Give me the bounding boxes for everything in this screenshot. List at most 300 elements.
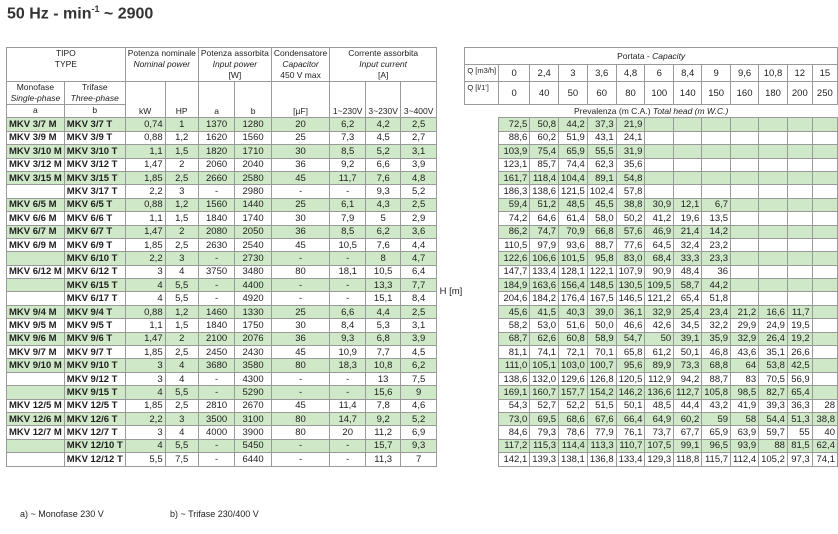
power-a-value: 2060 [198, 158, 235, 171]
head-value [787, 252, 812, 265]
hp-value: 2 [165, 332, 198, 345]
head-value: 89,1 [587, 171, 616, 184]
table-row [7, 171, 838, 184]
head-value: 133,4 [530, 265, 559, 278]
head-value: 54,4 [759, 412, 788, 425]
power-b-value: 6440 [235, 453, 272, 466]
head-value: 74,1 [530, 346, 559, 359]
head-value: 154,2 [587, 386, 616, 399]
head-value [787, 145, 812, 158]
power-b-value: 1710 [235, 145, 272, 158]
head-value: 72,5 [499, 118, 530, 131]
head-value: 110,7 [616, 439, 645, 452]
three-phase-model: MKV 12/6 T [64, 412, 125, 425]
head-value: 45,6 [499, 305, 530, 318]
head-value: 61,2 [645, 346, 674, 359]
current-1-value: - [330, 453, 366, 466]
head-value: 88 [759, 439, 788, 452]
kw-value: 3 [125, 372, 165, 385]
head-value: 138,6 [499, 372, 530, 385]
head-value [812, 131, 837, 144]
table-row [7, 453, 838, 466]
head-value [731, 198, 759, 211]
head-value [759, 225, 788, 238]
head-value: 32,2 [702, 319, 731, 332]
hp-value: 4 [165, 426, 198, 439]
head-value [674, 131, 702, 144]
head-value: 64,9 [645, 412, 674, 425]
table-row [7, 426, 838, 439]
power-a-value: 1460 [198, 305, 235, 318]
head-value: 184,2 [530, 292, 559, 305]
head-value: 75,4 [530, 145, 559, 158]
head-value: 39,3 [759, 399, 788, 412]
head-value: 68,7 [499, 332, 530, 345]
head-value [812, 171, 837, 184]
q-ls-value: 180 [759, 82, 788, 105]
q-ls-value: 150 [702, 82, 731, 105]
single-phase-model: MKV 3/7 M [7, 118, 65, 131]
current-3-value: 2,7 [401, 131, 437, 144]
head-value: 95,8 [587, 252, 616, 265]
head-value: 38,8 [616, 198, 645, 211]
head-value: 72,1 [559, 346, 588, 359]
head-value: 77,9 [587, 426, 616, 439]
power-a-value: 2080 [198, 225, 235, 238]
head-value [759, 131, 788, 144]
current-1-value: - [330, 185, 366, 198]
head-value: 53,8 [759, 359, 788, 372]
head-value: 43,2 [702, 399, 731, 412]
current-3-value: 2,5 [401, 118, 437, 131]
i2-header: 3~230V [366, 82, 401, 118]
hp-value: 3 [165, 412, 198, 425]
head-value: 118,4 [530, 171, 559, 184]
head-value: 39,1 [674, 332, 702, 345]
head-value: 117,2 [499, 439, 530, 452]
head-value: 70,1 [587, 346, 616, 359]
q-m3h-value: 2,4 [530, 65, 559, 82]
head-value: 115,7 [702, 453, 731, 466]
q-ls-value: 40 [530, 82, 559, 105]
power-b-value: 2050 [235, 225, 272, 238]
head-value: 12,1 [674, 198, 702, 211]
pump-performance-table [6, 47, 838, 467]
hp-value: 3 [165, 252, 198, 265]
head-value: 101,5 [559, 252, 588, 265]
head-value: 59 [702, 412, 731, 425]
head-value: 83 [731, 372, 759, 385]
current-1-value: 9,2 [330, 158, 366, 171]
hp-value: 1,2 [165, 131, 198, 144]
head-value: 122,1 [587, 265, 616, 278]
head-value [731, 158, 759, 171]
capacitor-value: 30 [271, 212, 329, 225]
col-b-header: b [64, 105, 125, 118]
single-phase-model: MKV 12/7 M [7, 426, 65, 439]
current-2-value: 5 [366, 212, 401, 225]
power-b-value: 3100 [235, 412, 272, 425]
head-value: 26,6 [787, 346, 812, 359]
table-row [7, 265, 838, 278]
head-value [812, 212, 837, 225]
head-value [812, 279, 837, 292]
head-value: 31,9 [616, 145, 645, 158]
head-value: 35,6 [616, 158, 645, 171]
head-value: 36,3 [787, 399, 812, 412]
head-value: 53,0 [530, 319, 559, 332]
head-value [731, 292, 759, 305]
head-value: 52,2 [559, 399, 588, 412]
head-value [759, 238, 788, 251]
power-b-value: 4300 [235, 372, 272, 385]
single-phase-model: MKV 9/7 M [7, 346, 65, 359]
head-value: 35,9 [702, 332, 731, 345]
pa-header: a [198, 82, 235, 118]
power-b-value: 3900 [235, 426, 272, 439]
nominal-power-header: Potenza nominale Nominal power [125, 48, 198, 82]
head-value [812, 265, 837, 278]
head-value: 39,0 [587, 305, 616, 318]
head-value [759, 185, 788, 198]
power-a-value: 3750 [198, 265, 235, 278]
head-value: 88,7 [702, 372, 731, 385]
q-ls-label: Q [l/1'] [465, 82, 499, 105]
power-b-value: 2980 [235, 185, 272, 198]
head-value [674, 185, 702, 198]
single-phase-model: MKV 6/7 M [7, 225, 65, 238]
q-m3h-value: 6 [645, 65, 674, 82]
head-value [812, 319, 837, 332]
single-phase-model: MKV 3/12 M [7, 158, 65, 171]
current-2-value: 9,2 [366, 412, 401, 425]
head-value: 51,3 [787, 412, 812, 425]
head-value [674, 118, 702, 131]
power-b-value: 2540 [235, 238, 272, 251]
head-value [787, 265, 812, 278]
head-value: 93,6 [559, 238, 588, 251]
q-ls-value: 140 [674, 82, 702, 105]
current-2-value: 10,5 [366, 265, 401, 278]
head-value: 21,4 [674, 225, 702, 238]
head-value: 122,6 [499, 252, 530, 265]
head-value: 32,9 [731, 332, 759, 345]
head-value: 33,3 [674, 252, 702, 265]
head-value: 73,0 [499, 412, 530, 425]
q-m3h-value: 9,6 [731, 65, 759, 82]
head-value: 46,9 [645, 225, 674, 238]
head-value: 161,7 [499, 171, 530, 184]
capacitor-value: 80 [271, 426, 329, 439]
head-value: 65,4 [787, 386, 812, 399]
head-value: 13,5 [702, 212, 731, 225]
current-1-value: 6,2 [330, 118, 366, 131]
table-row [7, 118, 838, 131]
capacitor-value: - [271, 372, 329, 385]
power-b-value: 2580 [235, 171, 272, 184]
head-value [645, 145, 674, 158]
three-phase-model: MKV 3/10 T [64, 145, 125, 158]
head-value: 130,5 [616, 279, 645, 292]
current-1-value: - [330, 386, 366, 399]
head-value [787, 212, 812, 225]
head-value: 58 [731, 412, 759, 425]
head-value: 46,6 [616, 319, 645, 332]
head-value: 57,6 [616, 225, 645, 238]
kw-value: 4 [125, 279, 165, 292]
table-row [7, 185, 838, 198]
head-value: 45,5 [587, 198, 616, 211]
head-value: 111,0 [499, 359, 530, 372]
three-phase-model: MKV 6/9 T [64, 238, 125, 251]
current-2-value: 15,7 [366, 439, 401, 452]
hp-value: 4 [165, 265, 198, 278]
single-phase-model: MKV 9/5 M [7, 319, 65, 332]
head-value: 112,9 [645, 372, 674, 385]
three-phase-model: MKV 9/5 T [64, 319, 125, 332]
current-3-value: 8,4 [401, 292, 437, 305]
head-value: 83,0 [616, 252, 645, 265]
head-value: 65,4 [674, 292, 702, 305]
power-a-value: - [198, 453, 235, 466]
head-value: 74,4 [559, 158, 588, 171]
head-value: 48,4 [674, 265, 702, 278]
head-value: 69,5 [530, 412, 559, 425]
kw-value: 3 [125, 359, 165, 372]
hp-value: 1,2 [165, 198, 198, 211]
table-row [7, 252, 838, 265]
head-value: 37,3 [587, 118, 616, 131]
kw-value: 4 [125, 439, 165, 452]
head-value [759, 212, 788, 225]
head-value [812, 252, 837, 265]
head-value: 142,1 [499, 453, 530, 466]
power-a-value: 1620 [198, 131, 235, 144]
power-a-value: 2100 [198, 332, 235, 345]
head-value: 81,1 [499, 346, 530, 359]
head-value: 70,9 [559, 225, 588, 238]
power-b-value: 2730 [235, 252, 272, 265]
head-value: 103,0 [559, 359, 588, 372]
spacer [465, 118, 499, 466]
hp-value: 5,5 [165, 279, 198, 292]
col-a-header: a [7, 105, 65, 118]
head-value: 41,2 [645, 212, 674, 225]
input-current-header: Corrente assorbita Input current [A] [330, 48, 437, 82]
kw-value: 1,85 [125, 346, 165, 359]
q-ls-value: 0 [499, 82, 530, 105]
single-phase-model: MKV 6/5 M [7, 198, 65, 211]
three-phase-model: MKV 9/4 T [64, 305, 125, 318]
head-value [674, 171, 702, 184]
table-row [7, 346, 838, 359]
three-phase-model: MKV 3/15 T [64, 171, 125, 184]
single-phase-model [7, 252, 65, 265]
table-row [7, 412, 838, 425]
kw-value: 1,47 [125, 158, 165, 171]
hp-header: HP [165, 82, 198, 118]
three-phase-header: Trifase Three-phase [64, 82, 125, 105]
hp-value: 1,5 [165, 145, 198, 158]
head-value: 19,2 [787, 332, 812, 345]
kw-value: 0,74 [125, 118, 165, 131]
power-b-value: 3480 [235, 265, 272, 278]
three-phase-model: MKV 3/12 T [64, 158, 125, 171]
head-value: 204,6 [499, 292, 530, 305]
head-value: 50,8 [530, 118, 559, 131]
current-2-value: 9,3 [366, 185, 401, 198]
head-value: 88,6 [499, 131, 530, 144]
head-value: 57,8 [616, 185, 645, 198]
current-3-value: 2,5 [401, 198, 437, 211]
head-value: 34,5 [674, 319, 702, 332]
single-phase-model: MKV 12/5 M [7, 399, 65, 412]
head-value: 136,6 [645, 386, 674, 399]
type-header: TIPO TYPE [7, 48, 126, 82]
kw-value: 2,2 [125, 185, 165, 198]
head-value: 97,9 [530, 238, 559, 251]
capacitor-value: 45 [271, 346, 329, 359]
head-value [812, 158, 837, 171]
power-a-value: - [198, 386, 235, 399]
three-phase-model: MKV 3/17 T [64, 185, 125, 198]
head-value: 136,8 [587, 453, 616, 466]
power-a-value: 1840 [198, 319, 235, 332]
head-value: 50 [645, 332, 674, 345]
head-value [812, 292, 837, 305]
capacitor-value: 45 [271, 399, 329, 412]
head-value: 48,5 [559, 198, 588, 211]
head-value [645, 131, 674, 144]
head-value: 54,7 [616, 332, 645, 345]
capacitor-value: - [271, 252, 329, 265]
head-value: 90,9 [645, 265, 674, 278]
head-value: 59,7 [759, 426, 788, 439]
q-ls-value: 160 [731, 82, 759, 105]
table-row [7, 359, 838, 372]
head-value: 25,4 [674, 305, 702, 318]
single-phase-model [7, 453, 65, 466]
power-b-value: 3580 [235, 359, 272, 372]
power-a-value: 2450 [198, 346, 235, 359]
head-value: 23,2 [702, 238, 731, 251]
current-3-value: 4,6 [401, 399, 437, 412]
capacitor-value: 30 [271, 145, 329, 158]
head-value: 44,4 [674, 399, 702, 412]
power-b-value: 1560 [235, 131, 272, 144]
current-2-value: 4,3 [366, 198, 401, 211]
head-value: 41,5 [530, 305, 559, 318]
head-value: 129,3 [645, 453, 674, 466]
single-phase-model [7, 372, 65, 385]
hp-value: 1 [165, 118, 198, 131]
head-value: 139,3 [530, 453, 559, 466]
head-value: 23,4 [702, 305, 731, 318]
current-1-value: 9,3 [330, 332, 366, 345]
head-value [731, 131, 759, 144]
head-value [674, 145, 702, 158]
kw-value: 1,47 [125, 225, 165, 238]
current-3-value: 4,5 [401, 346, 437, 359]
current-3-value: 2,9 [401, 212, 437, 225]
three-phase-model: MKV 9/15 T [64, 386, 125, 399]
current-3-value: 3,1 [401, 319, 437, 332]
head-value: 77,6 [616, 238, 645, 251]
capacitor-value: 25 [271, 305, 329, 318]
table-row [7, 319, 838, 332]
kw-value: 1,47 [125, 332, 165, 345]
current-3-value: 4,8 [401, 171, 437, 184]
capacitor-value: - [271, 453, 329, 466]
three-phase-model: MKV 3/9 T [64, 131, 125, 144]
power-a-value: - [198, 279, 235, 292]
kw-value: 3 [125, 265, 165, 278]
table-row [7, 198, 838, 211]
head-axis-label: H [m] [439, 286, 463, 298]
current-3-value: 3,9 [401, 332, 437, 345]
head-value: 112,4 [731, 453, 759, 466]
capacitor-value: 80 [271, 359, 329, 372]
q-m3h-value: 4,8 [616, 65, 645, 82]
q-ls-value: 100 [645, 82, 674, 105]
three-phase-model: MKV 6/17 T [64, 292, 125, 305]
hp-value: 4 [165, 372, 198, 385]
head-value: 82,7 [759, 386, 788, 399]
head-value: 42,6 [645, 319, 674, 332]
head-value: 42,5 [787, 359, 812, 372]
head-value: 51,5 [587, 399, 616, 412]
current-3-value: 5,2 [401, 412, 437, 425]
head-value: 98,5 [731, 386, 759, 399]
three-phase-model: MKV 9/7 T [64, 346, 125, 359]
head-value: 58,7 [674, 279, 702, 292]
head-value: 14,2 [702, 225, 731, 238]
current-1-value: 18,3 [330, 359, 366, 372]
current-1-value: 6,1 [330, 198, 366, 211]
head-value: 64,5 [645, 238, 674, 251]
head-value: 62,6 [530, 332, 559, 345]
current-2-value: 5,3 [366, 319, 401, 332]
kw-value: 0,88 [125, 198, 165, 211]
power-a-value: 1840 [198, 212, 235, 225]
power-a-value: 3680 [198, 359, 235, 372]
capacitor-value: 30 [271, 319, 329, 332]
current-3-value: 4,4 [401, 238, 437, 251]
head-value: 129,6 [559, 372, 588, 385]
head-value [645, 171, 674, 184]
power-b-value: 2670 [235, 399, 272, 412]
q-m3h-value: 3 [559, 65, 588, 82]
current-1-value: 14,7 [330, 412, 366, 425]
head-value [731, 279, 759, 292]
table-row [7, 386, 838, 399]
head-value: 63,9 [731, 426, 759, 439]
power-b-value: 1440 [235, 198, 272, 211]
head-value [702, 118, 731, 131]
head-value [702, 185, 731, 198]
current-1-value: 20 [330, 426, 366, 439]
power-b-value: 1750 [235, 319, 272, 332]
head-value: 78,6 [559, 426, 588, 439]
head-value: 102,4 [587, 185, 616, 198]
current-3-value: 9 [401, 386, 437, 399]
head-value: 84,6 [499, 426, 530, 439]
power-b-value: 2430 [235, 346, 272, 359]
head-value: 48,5 [645, 399, 674, 412]
single-phase-model [7, 439, 65, 452]
head-value: 58,0 [587, 212, 616, 225]
head-value: 26,4 [759, 332, 788, 345]
